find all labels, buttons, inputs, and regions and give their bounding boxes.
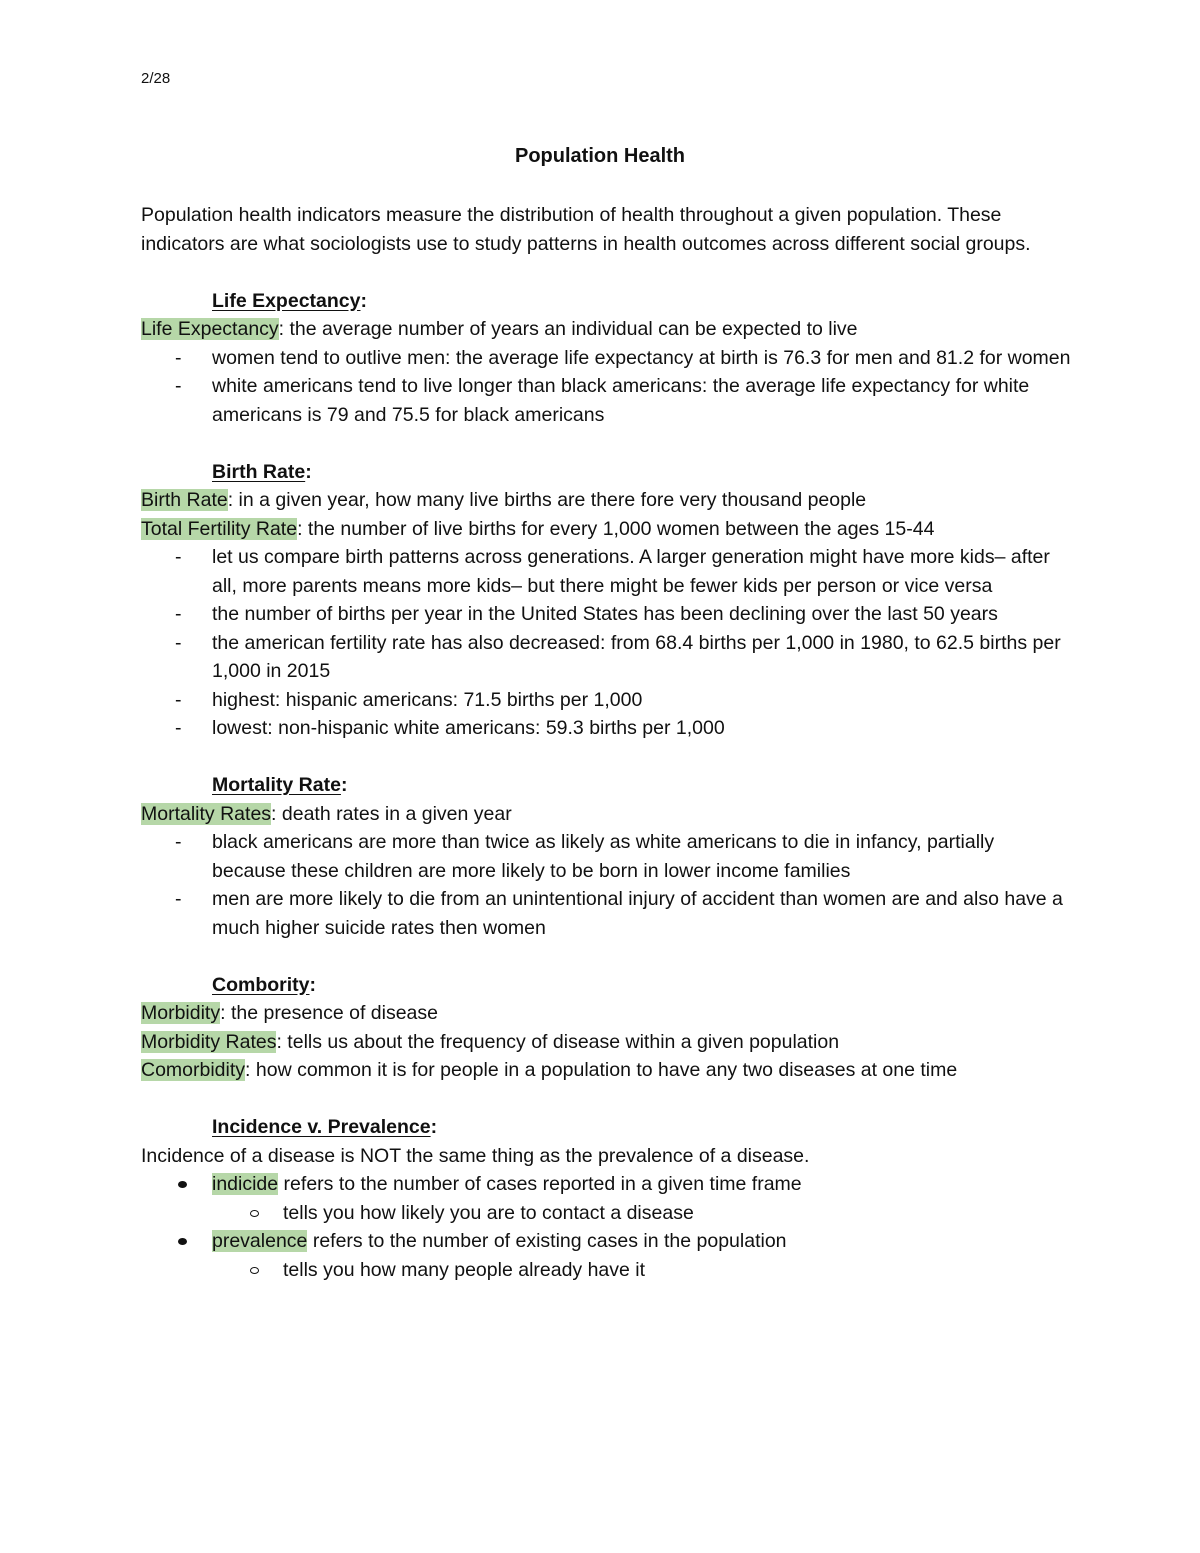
list-item: - highest: hispanic americans: 71.5 births per 1,000	[141, 686, 1071, 715]
dash-marker: -	[175, 831, 182, 853]
highlighted-term: Morbidity	[141, 1002, 221, 1024]
dash-marker: -	[175, 888, 182, 910]
list-item: - the american fertility rate has also decreased: from 68.4 births per 1,000 in 1980, to 62.5 births per 1,000 in 2015	[141, 629, 1071, 686]
definition-total-fertility-rate: Total Fertility Rate: the number of live births for every 1,000 women between the ages 15-44	[141, 517, 935, 540]
life-expectancy-list	[141, 344, 1071, 430]
section-heading-life-expectancy: Life Expectancy:	[212, 289, 367, 312]
section-heading-birth-rate: Birth Rate:	[212, 460, 312, 483]
birth-rate-list	[141, 543, 1071, 743]
list-item: - men are more likely to die from an unintentional injury of accident than women are and also have a much higher suicide rates then women	[141, 885, 1071, 942]
heading-text: Incidence v. Prevalence	[212, 1116, 431, 1138]
heading-text: Birth Rate	[212, 460, 306, 483]
definition-morbidity-rates: Morbidity Rates: tells us about the frequency of disease within a given population	[141, 1030, 840, 1053]
dash-marker: -	[175, 688, 182, 711]
dash-marker: -	[175, 375, 182, 397]
highlighted-term: indicide	[212, 1173, 279, 1195]
incidence-prevalence-list	[141, 1170, 1071, 1284]
section-heading-mortality-rate: Mortality Rate:	[212, 774, 348, 796]
dash-marker: -	[175, 603, 182, 625]
list-item: - black americans are more than twice as likely as white americans to die in infancy, partially because these children are more likely to be born in lower income families	[141, 828, 1071, 885]
definition-comorbidity: Comorbidity: how common it is for people in a population to have any two diseases at one time	[141, 1059, 958, 1081]
dash-marker: -	[175, 546, 182, 568]
bullet-dot-icon	[178, 1181, 187, 1188]
bullet-circle-icon	[250, 1210, 259, 1217]
document-title: Population Health	[515, 145, 685, 167]
highlighted-term: Birth Rate	[141, 489, 228, 511]
document-body	[141, 201, 1071, 1284]
list-item: - lowest: non-hispanic white americans: 59.3 births per 1,000	[141, 714, 1071, 743]
sub-list	[212, 1199, 1071, 1228]
highlighted-term: Total Fertility Rate	[141, 517, 298, 540]
heading-text: Combority	[212, 973, 310, 996]
dash-marker: -	[175, 631, 182, 654]
list-item: - women tend to outlive men: the average life expectancy at birth is 76.3 for men and 81.2 for women	[141, 344, 1071, 373]
sub-list-item: tells you how many people already have it	[212, 1256, 1071, 1285]
definition-morbidity: Morbidity: the presence of disease	[141, 1002, 438, 1024]
list-item: - the number of births per year in the United States has been declining over the last 50 years	[141, 600, 1071, 629]
heading-text: Life Expectancy	[212, 289, 361, 312]
list-item: - let us compare birth patterns across generations. A larger generation might have more kids– after all, more parents means more kids– but there might be fewer kids per person or vice versa	[141, 543, 1071, 600]
bullet-circle-icon	[250, 1267, 259, 1274]
sub-list-item: tells you how likely you are to contact a disease	[212, 1199, 1071, 1228]
incidence-intro: Incidence of a disease is NOT the same thing as the prevalence of a disease.	[141, 1144, 810, 1167]
section-heading-comorbidity: Combority:	[212, 973, 316, 996]
highlighted-term: Morbidity Rates	[141, 1030, 277, 1053]
document-date: 2/28	[141, 70, 171, 87]
sub-list	[212, 1256, 1071, 1285]
section-heading-incidence-prevalence: Incidence v. Prevalence:	[212, 1116, 438, 1138]
definition-life-expectancy: Life Expectancy: the average number of years an individual can be expected to live	[141, 318, 858, 340]
definition-mortality-rates: Mortality Rates: death rates in a given year	[141, 802, 512, 825]
highlighted-term: Life Expectancy	[141, 318, 279, 340]
highlighted-term: Comorbidity	[141, 1059, 246, 1081]
list-item: prevalence refers to the number of existing cases in the population tells you how many people already have it	[141, 1227, 1071, 1284]
list-item: - white americans tend to live longer than black americans: the average life expectancy for white americans is 79 and 75.5 for black americans	[141, 372, 1071, 429]
highlighted-term: Mortality Rates	[141, 802, 272, 825]
highlighted-term: prevalence	[212, 1230, 308, 1252]
list-item: indicide refers to the number of cases reported in a given time frame tells you how likely you are to contact a disease	[141, 1170, 1071, 1227]
dash-marker: -	[175, 346, 182, 369]
bullet-dot-icon	[178, 1238, 187, 1245]
definition-birth-rate: Birth Rate: in a given year, how many live births are there fore very thousand people	[141, 489, 867, 511]
heading-text: Mortality Rate	[212, 774, 341, 796]
mortality-rate-list	[141, 828, 1071, 942]
dash-marker: -	[175, 717, 182, 739]
intro-paragraph: Population health indicators measure the distribution of health throughout a given population. These indicators are what sociologists use to study patterns in health outcomes across different social groups.	[141, 204, 1031, 255]
